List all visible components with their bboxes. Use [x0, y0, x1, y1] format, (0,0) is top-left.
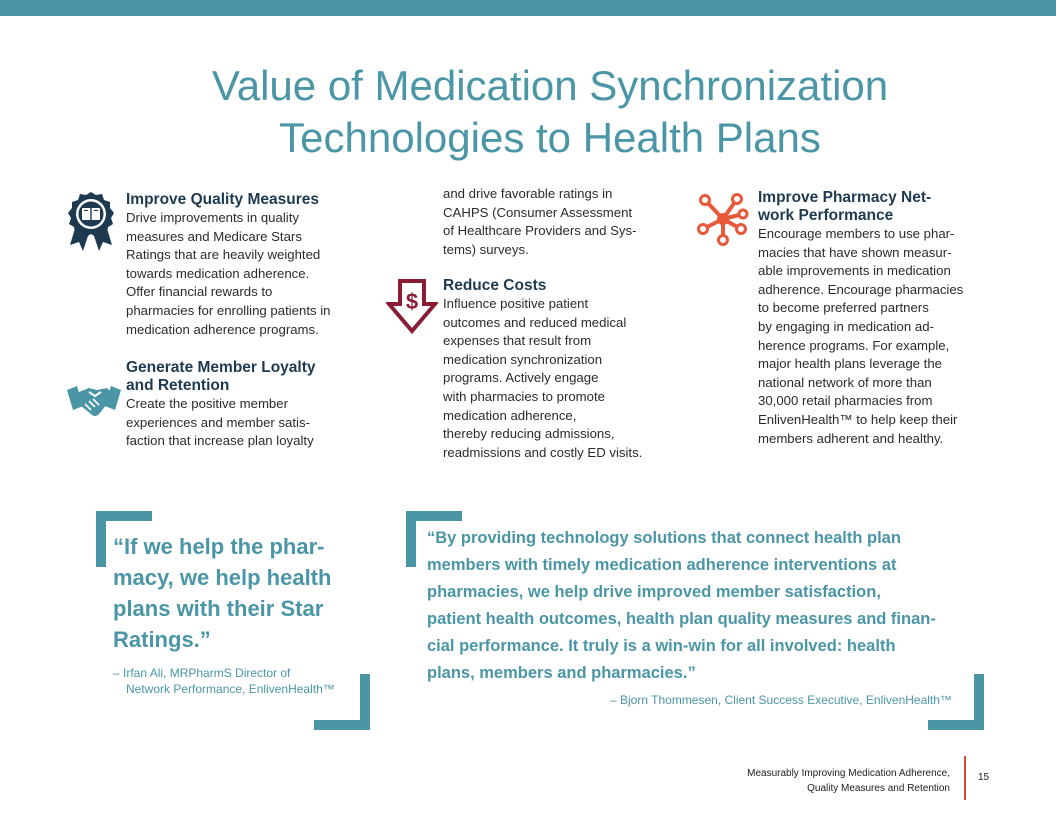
- handshake-icon: [67, 382, 121, 422]
- section-improve-quality: [126, 191, 331, 339]
- section-body: Drive improvements in quality measures and Medicare Stars Ratings that are heavily weighted towards medication adherence. Offer financial rewards to pharmacies for enrolling patients in medication adherence programs.: [126, 210, 331, 337]
- section-heading: Reduce Costs: [443, 277, 547, 294]
- section-heading: Generate Member Loyalty and Retention: [126, 359, 316, 394]
- footer-divider: [964, 756, 966, 800]
- top-color-bar: [0, 0, 1056, 16]
- section-body: Create the positive member experiences and member satis- faction that increase plan loyalty: [126, 396, 314, 449]
- title-line-1: Value of Medication Synchronization: [211, 62, 889, 109]
- pull-quote-irfan-ali: “If we help the phar- macy, we help health plans with their Star Ratings.”: [113, 534, 332, 652]
- section-body: Influence positive patient outcomes and reduced medical expenses that result from medication synchronization programs. Actively engage with pharmacies to promote medication adherence, thereby reducing admissions, readmissions and costly ED visits.: [443, 296, 643, 460]
- svg-text:$: $: [405, 289, 419, 314]
- quote-attribution: – Bjorn Thommesen, Client Success Executive, EnlivenHealth™: [610, 693, 952, 707]
- section-body: Encourage members to use phar- macies that have shown measur- able improvements in medication adherence. Encourage pharmacies to become preferred partners by engaging in medication ad- herence programs. For example, major health plans leverage the national network of more than 30,000 retail pharmacies from EnlivenHealth™ to help keep their members adherent and healthy.: [758, 226, 964, 446]
- pull-quote-bjorn-thommesen: “By providing technology solutions that connect health plan members with timely medication adherence interventions at pharmacies, we help drive improved member satisfaction, patient health outcomes, health plan quality measures and finan- cial performance. It truly is a win-win for all involved: health plans, members and pharmacies.”: [427, 529, 936, 682]
- title-line-2: Technologies to Health Plans: [279, 114, 821, 161]
- network-nodes-icon: [697, 192, 749, 246]
- quote-attribution: – Irfan Ali, MRPharmS Director of Network Performance, EnlivenHealth™: [113, 666, 335, 696]
- section-member-loyalty: [126, 359, 316, 451]
- award-ribbon-icon: [66, 191, 116, 253]
- section-body: and drive favorable ratings in CAHPS (Consumer Assessment of Healthcare Providers and Sys- tems) surveys.: [443, 186, 637, 257]
- section-reduce-costs: [443, 277, 642, 462]
- page-title: [150, 60, 950, 164]
- section-member-loyalty-continued: [443, 185, 637, 259]
- section-pharmacy-network: [758, 189, 963, 448]
- dollar-down-arrow-icon: [386, 278, 438, 334]
- section-heading: Improve Quality Measures: [126, 191, 319, 208]
- page-number: 15: [978, 772, 990, 783]
- footer-text: Measurably Improving Medication Adherence, Quality Measures and Retention: [747, 768, 950, 794]
- section-heading: Improve Pharmacy Net- work Performance: [758, 189, 932, 224]
